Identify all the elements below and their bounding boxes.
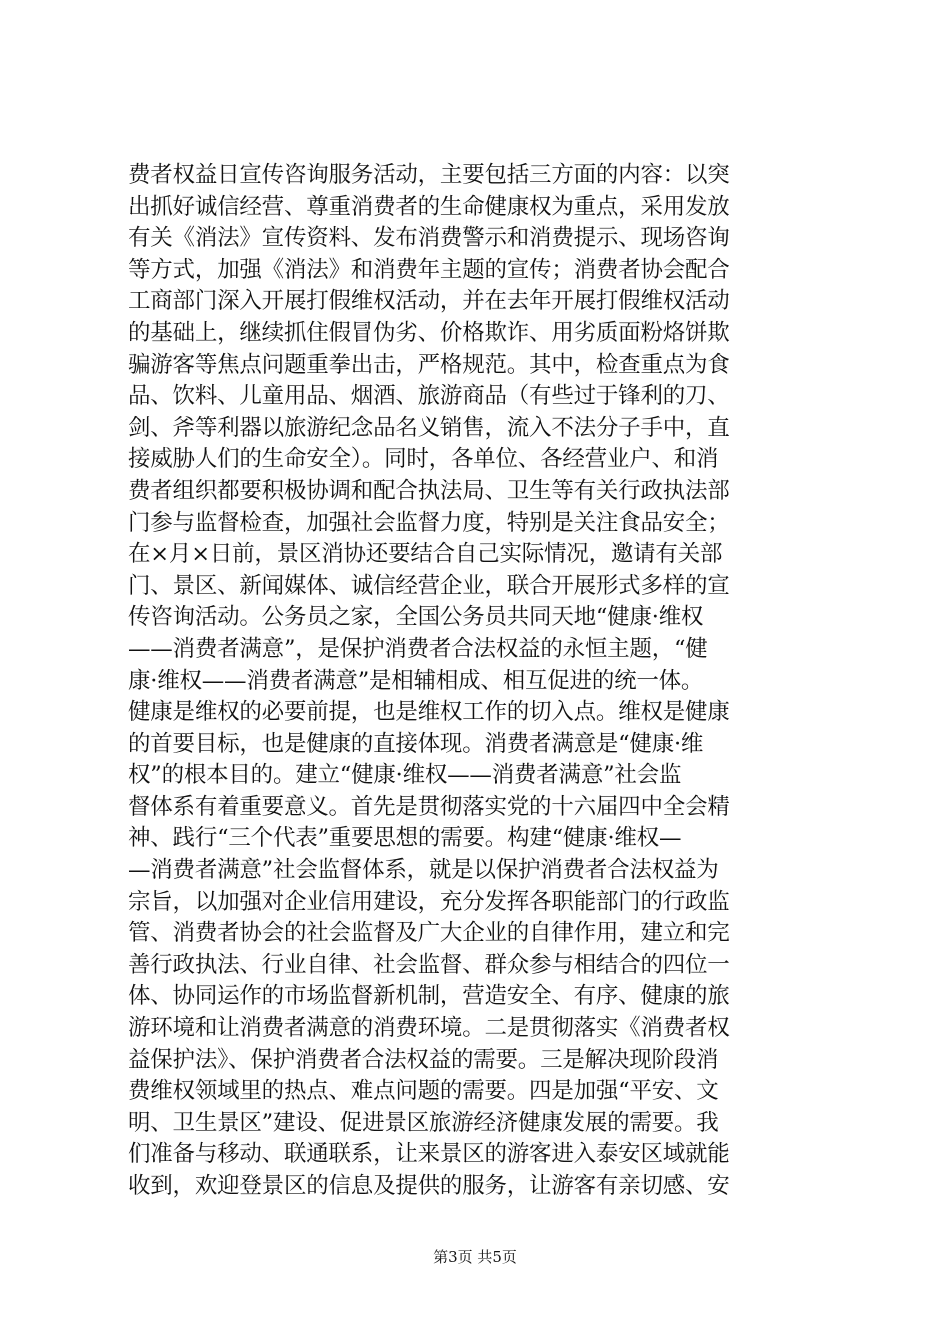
text-line: 等方式，加强《消法》和消费年主题的宣传；消费者协会配合 — [128, 256, 730, 283]
text-line: 门参与监督检查，加强社会监督力度，特别是关注食品安全； — [128, 509, 730, 536]
text-line: 体、协同运作的市场监督新机制，营造安全、有序、健康的旅 — [128, 983, 730, 1010]
text-line: 督体系有着重要意义。首先是贯彻落实党的十六届四中全会精 — [128, 793, 730, 820]
text-line: 的首要目标，也是健康的直接体现。消费者满意是“健康·维 — [128, 730, 704, 757]
text-line: 权”的根本目的。建立“健康·维权——消费者满意”社会监 — [128, 762, 682, 789]
text-line: 剑、斧等利器以旅游纪念品名义销售，流入不法分子手中，直 — [128, 414, 730, 441]
text-line: 明、卫生景区”建设、促进景区旅游经济健康发展的需要。我 — [128, 1109, 719, 1136]
text-line: 品、饮料、儿童用品、烟酒、旅游商品（有些过于锋利的刀、 — [128, 383, 730, 410]
text-line: 收到，欢迎登景区的信息及提供的服务，让游客有亲切感、安 — [128, 1173, 730, 1199]
text-line: 康·维权——消费者满意”是相辅相成、相互促进的统一体。 — [128, 667, 704, 694]
text-line: ——消费者满意”，是保护消费者合法权益的永恒主题，“健 — [128, 635, 708, 662]
body-text — [128, 160, 828, 1203]
text-line: 费者组织都要积极协调和配合执法局、卫生等有关行政执法部 — [128, 477, 730, 504]
text-line: 们准备与移动、联通联系，让来景区的游客进入泰安区域就能 — [128, 1141, 730, 1168]
text-line: 管、消费者协会的社会监督及广大企业的自律作用，建立和完 — [128, 920, 730, 947]
text-line: 费维权领域里的热点、难点问题的需要。四是加强“平安、文 — [128, 1078, 719, 1105]
text-line: —消费者满意”社会监督体系，就是以保护消费者合法权益为 — [128, 857, 719, 884]
text-line: 传咨询活动。公务员之家，全国公务员共同天地“健康·维权 — [128, 604, 704, 631]
text-line: 接威胁人们的生命安全）。同时，各单位、各经营业户、和消 — [128, 446, 719, 473]
text-line: 工商部门深入开展打假维权活动，并在去年开展打假维权活动 — [128, 288, 730, 315]
text-line: 门、景区、新闻媒体、诚信经营企业，联合开展形式多样的宣 — [128, 572, 730, 599]
text-line: 的基础上，继续抓住假冒伪劣、价格欺诈、用劣质面粉烙饼欺 — [128, 319, 730, 346]
text-line: 有关《消法》宣传资料、发布消费警示和消费提示、现场咨询 — [128, 225, 730, 252]
text-line: 神、践行“三个代表”重要思想的需要。构建“健康·维权— — [128, 825, 682, 852]
text-line: 益保护法》、保护消费者合法权益的需要。三是解决现阶段消 — [128, 1046, 719, 1073]
text-line: 游环境和让消费者满意的消费环境。二是贯彻落实《消费者权 — [128, 1015, 730, 1042]
text-line: 在×月×日前，景区消协还要结合自己实际情况，邀请有关部 — [128, 541, 723, 568]
text-line: 宗旨，以加强对企业信用建设，充分发挥各职能部门的行政监 — [128, 888, 730, 915]
text-line: 健康是维权的必要前提，也是维权工作的切入点。维权是健康 — [128, 699, 730, 726]
text-line: 出抓好诚信经营、尊重消费者的生命健康权为重点，采用发放 — [128, 193, 730, 220]
text-line: 善行政执法、行业自律、社会监督、群众参与相结合的四位一 — [128, 951, 730, 978]
page-footer: 第3页 共5页 — [433, 1248, 517, 1266]
text-line: 骗游客等焦点问题重拳出击，严格规范。其中，检查重点为食 — [128, 351, 730, 378]
text-line: 费者权益日宣传咨询服务活动，主要包括三方面的内容：以突 — [128, 162, 730, 188]
